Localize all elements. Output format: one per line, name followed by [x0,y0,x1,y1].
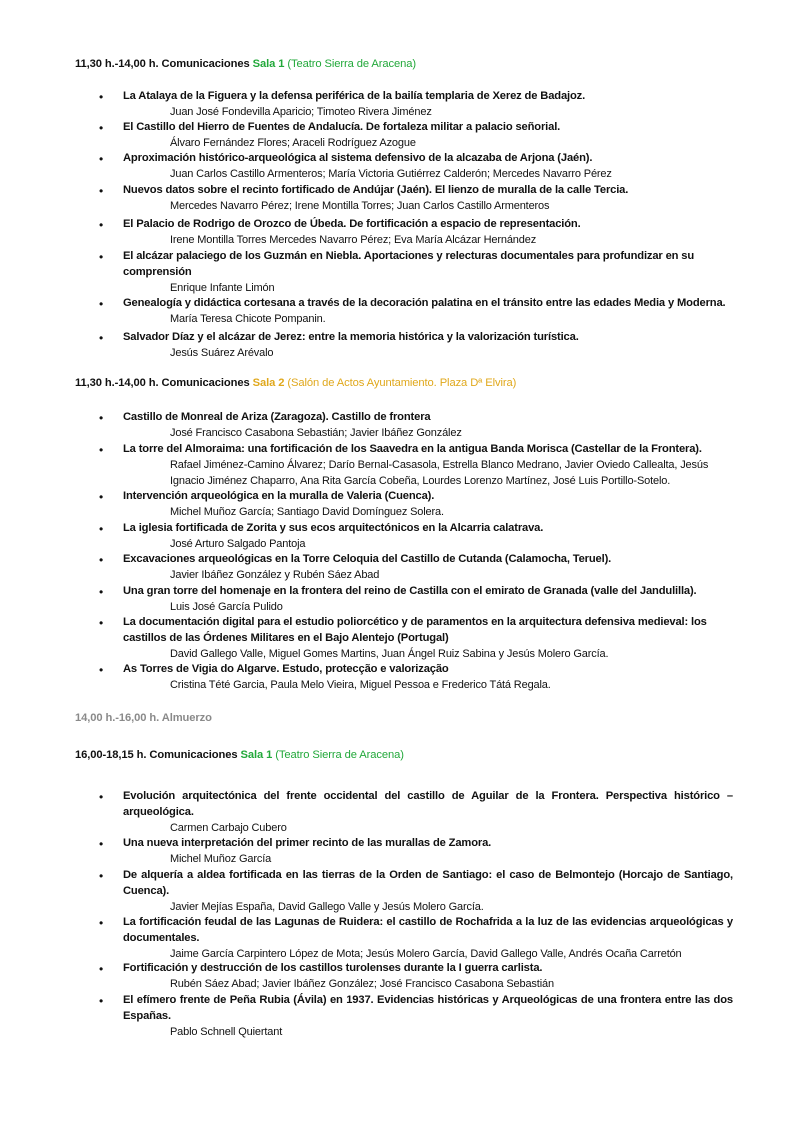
bullet-icon: • [99,994,104,1008]
paper-title: As Torres de Vigia do Algarve. Estudo, protecção e valorização [123,663,449,675]
paper-authors: Michel Muñoz García; Santiago David Domínguez Solera. [170,506,444,518]
bullet-icon: • [99,916,104,930]
session-time: 11,30 h.-14,00 h. Comunicaciones [75,58,250,70]
session-time: 11,30 h.-14,00 h. Comunicaciones [75,377,250,389]
bullet-icon: • [99,663,104,677]
paper-authors: Cristina Tété Garcia, Paula Melo Vieira, Miguel Pessoa e Frederico Tátá Regala. [170,679,551,691]
bullet-icon: • [99,553,104,567]
bullet-icon: • [99,790,104,804]
bullet-icon: • [99,184,104,198]
bullet-icon: • [99,962,104,976]
paper-authors: Rafael Jiménez-Camino Álvarez; Darío Bernal-Casasola, Estrella Blanco Medrano, Javier Oviedo Callealta, Jesús Ignacio Jiménez Chaparro, Ana Rita García Cobeña, Lourdes Lorenzo Martínez, José Luis Portillo-Sotelo. [170,459,709,487]
paper-title: Intervención arqueológica en la muralla de Valeria (Cuenca). [123,490,435,502]
paper-title: De alquería a aldea fortificada en las tierras de la Orden de Santiago: el caso de Belmontejo (Horcajo de Santiago, Cuenca). [123,869,733,897]
bullet-icon: • [99,331,104,345]
paper-title: El Castillo del Hierro de Fuentes de Andalucía. De fortaleza militar a palacio señorial. [123,121,561,133]
bullet-icon: • [99,837,104,851]
bullet-icon: • [99,443,104,457]
bullet-icon: • [99,411,104,425]
paper-authors: Mercedes Navarro Pérez; Irene Montilla Torres; Juan Carlos Castillo Armenteros [170,200,550,212]
paper-authors: Irene Montilla Torres Mercedes Navarro Pérez; Eva María Alcázar Hernández [170,234,537,246]
paper-title: Fortificación y destrucción de los castillos turolenses durante la I guerra carlista. [123,962,543,974]
bullet-icon: • [99,585,104,599]
bullet-icon: • [99,218,104,232]
session-time: 16,00-18,15 h. Comunicaciones [75,749,238,761]
paper-title: La documentación digital para el estudio poliorcético y de paramentos en la arquitectura defensiva medieval: los castillos de las Órdenes Militares en el Bajo Alentejo (Portugal) [123,616,707,644]
lunch-label: 14,00 h.-16,00 h. Almuerzo [75,712,212,724]
paper-authors: Jaime García Carpintero López de Mota; Jesús Molero García, David Gallego Valle, Andrés Ocaña Carretón [170,947,682,960]
paper-title: Aproximación histórico-arqueológica al sistema defensivo de la alcazaba de Arjona (Jaén). [123,152,593,164]
paper-authors: Javier Mejías España, David Gallego Valle y Jesús Molero García. [170,900,484,913]
paper-title: Salvador Díaz y el alcázar de Jerez: entre la memoria histórica y la valorización turística. [123,331,579,343]
paper-authors: Luis José García Pulido [170,601,283,613]
lunch-break [75,712,212,724]
paper-authors: María Teresa Chicote Pompanin. [170,313,326,325]
session-room: Sala 1 [252,58,285,70]
paper-authors: Pablo Schnell Quiertant [170,1025,283,1038]
bullet-icon: • [99,152,104,166]
paper-authors: Juan José Fondevilla Aparicio; Timoteo Rivera Jiménez [170,106,432,118]
bullet-icon: • [99,869,104,883]
paper-title: La torre del Almoraima: una fortificación de los Saavedra en la antigua Banda Morisca (Castellar de la Frontera). [123,443,702,455]
paper-title: Genealogía y didáctica cortesana a través de la decoración palatina en el tránsito entre las edades Media y Moderna. [123,297,726,309]
bullet-icon: • [99,250,104,264]
session-venue: (Teatro Sierra de Aracena) [275,749,404,761]
session-1-header [75,58,416,70]
session-room: Sala 1 [240,749,273,761]
session-3-header [75,749,404,761]
paper-title: Nuevos datos sobre el recinto fortificado de Andújar (Jaén). El lienzo de muralla de la calle Tercia. [123,184,629,196]
paper-title: El Palacio de Rodrigo de Orozco de Úbeda. De fortificación a espacio de representación. [123,218,581,230]
paper-authors: Carmen Carbajo Cubero [170,821,287,834]
paper-authors: Álvaro Fernández Flores; Araceli Rodríguez Azogue [170,137,416,149]
bullet-icon: • [99,121,104,135]
paper-authors: José Francisco Casabona Sebastián; Javier Ibáñez González [170,427,462,439]
paper-authors: José Arturo Salgado Pantoja [170,538,306,550]
paper-title: La fortificación feudal de las Lagunas de Ruidera: el castillo de Rochafrida a la luz de las evidencias arqueológicas y documentales. [123,916,733,944]
paper-authors: Juan Carlos Castillo Armenteros; María Victoria Gutiérrez Calderón; Mercedes Navarro Pérez [170,168,612,180]
session-room: Sala 2 [252,377,285,389]
session-venue: (Teatro Sierra de Aracena) [287,58,417,70]
paper-authors: David Gallego Valle, Miguel Gomes Martins, Juan Ángel Ruiz Sabina y Jesús Molero García. [170,647,609,660]
paper-authors: Javier Ibáñez González y Rubén Sáez Abad [170,569,380,581]
paper-title: Una nueva interpretación del primer recinto de las murallas de Zamora. [123,837,492,849]
bullet-icon: • [99,616,104,630]
paper-title: Evolución arquitectónica del frente occidental del castillo de Aguilar de la Frontera. Perspectiva histórico – arqueológica. [123,790,733,818]
session-venue: (Salón de Actos Ayuntamiento. Plaza Dª Elvira) [287,377,517,389]
session-2-header [75,377,516,389]
paper-title: Castillo de Monreal de Ariza (Zaragoza). Castillo de frontera [123,411,431,423]
paper-title: La Atalaya de la Figuera y la defensa periférica de la bailía templaria de Xerez de Badajoz. [123,90,586,102]
paper-title: El alcázar palaciego de los Guzmán en Niebla. Aportaciones y relecturas documentales para profundizar en su comprensión [123,250,695,278]
paper-title: La iglesia fortificada de Zorita y sus ecos arquitectónicos en la Alcarria calatrava. [123,522,544,534]
paper-title: Una gran torre del homenaje en la frontera del reino de Castilla con el emirato de Granada (valle del Jandulilla). [123,585,697,597]
bullet-icon: • [99,90,104,104]
paper-authors: Enrique Infante Limón [170,281,275,294]
paper-authors: Michel Muñoz García [170,853,272,865]
paper-title: El efímero frente de Peña Rubia (Ávila) en 1937. Evidencias históricas y Arqueológicas de una frontera entre las dos Españas. [123,994,733,1022]
bullet-icon: • [99,297,104,311]
paper-authors: Rubén Sáez Abad; Javier Ibáñez González; José Francisco Casabona Sebastián [170,978,554,990]
paper-authors: Jesús Suárez Arévalo [170,347,274,359]
bullet-icon: • [99,522,104,536]
paper-title: Excavaciones arqueológicas en la Torre Celoquia del Castillo de Cutanda (Calamocha, Teruel). [123,553,612,565]
bullet-icon: • [99,490,104,504]
